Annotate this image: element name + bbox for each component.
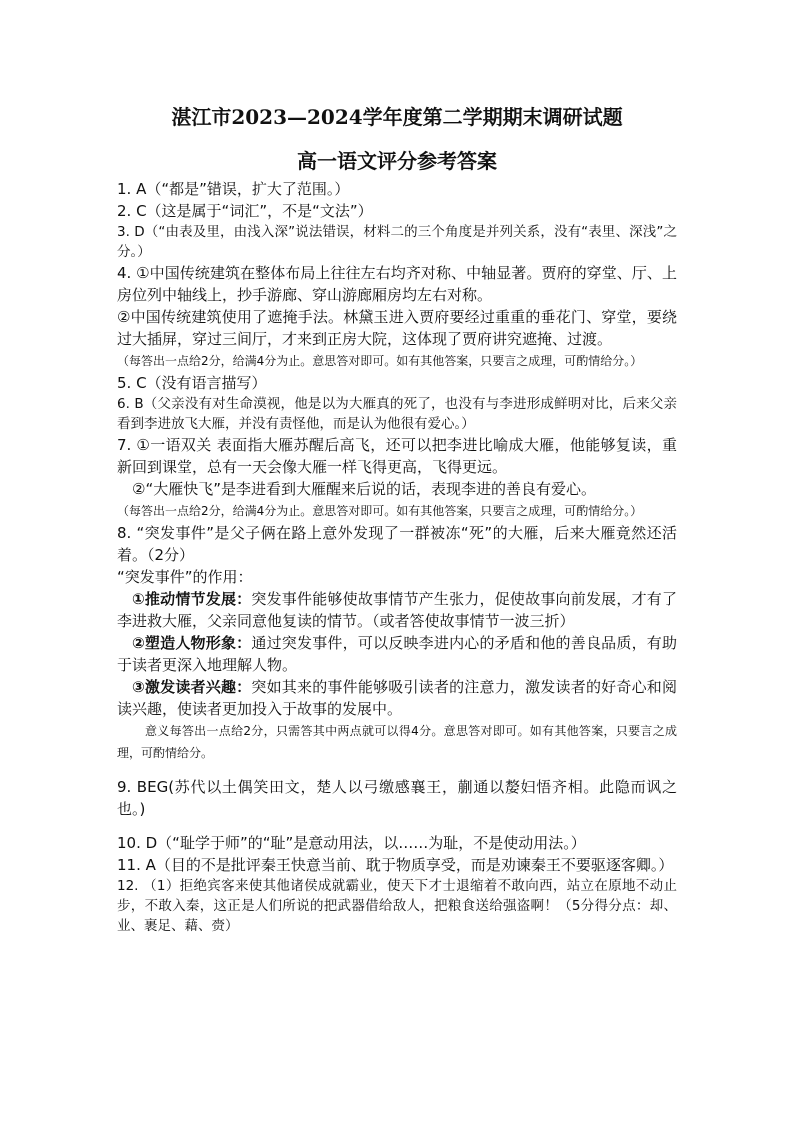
answer-1: 1. A（“都是”错误，扩大了范围。） bbox=[117, 180, 350, 198]
answer-8-item-1-heading: ①推动情节发展： bbox=[132, 590, 252, 608]
answer-10: 10. D（“耻学于师”的“耻”是意动用法，以……为耻，不是使动用法。） bbox=[117, 834, 586, 852]
answer-8-function-heading: “突发事件”的作用： bbox=[117, 568, 253, 586]
answer-8-item-1 bbox=[117, 588, 677, 632]
answer-7-scoring-note: （每答出一点给2分，给满4分为止。意思答对即可。如有其他答案，只要言之成理，可酌情给分。） bbox=[117, 504, 643, 518]
answer-8-item-2 bbox=[117, 632, 677, 676]
answer-8-item-3-body: 突如其来的事件能够吸引读者的注意力，激发读者的好奇心和阅读兴趣，使读者更加投入于故事的发展中。 bbox=[117, 678, 677, 718]
answer-4-scoring-note: （每答出一点给2分，给满4分为止。意思答对即可。如有其他答案，只要言之成理，可酌情给分。） bbox=[117, 354, 643, 368]
answer-4-point-2: ②中国传统建筑使用了遮掩手法。林黛玉进入贾府要经过重重的垂花门、穿堂，要绕过大插屏，穿过三间厅，才来到正房大院，这体现了贾府讲究遮掩、过渡。 bbox=[117, 308, 677, 348]
answer-list bbox=[117, 178, 677, 936]
document-title: 湛江市2023—2024学年度第二学期期末调研试题 bbox=[171, 105, 623, 129]
answer-5: 5. C（没有语言描写） bbox=[117, 374, 267, 392]
answer-8-item-3-heading: ③激发读者兴趣： bbox=[132, 678, 252, 696]
answer-7-point-1: 7. ①一语双关 表面指大雁苏醒后高飞，还可以把李进比喻成大雁，他能够复读，重新回到课堂，总有一天会像大雁一样飞得更高，飞得更远。 bbox=[117, 436, 677, 476]
answer-8-item-3 bbox=[117, 676, 677, 720]
answer-7-point-2: ②“大雁快飞”是李进看到大雁醒来后说的话，表现李进的善良有爱心。 bbox=[132, 480, 596, 498]
answer-12: 12. （1）拒绝宾客来使其他诸侯成就霸业，使天下才士退缩着不敢向西，站立在原地不动止步，不敢入秦，这正是人们所说的把武器借给敌人，把粮食送给强盗啊！（5分得分点：却、业、裹足、藉、赍） bbox=[117, 878, 677, 934]
answer-11: 11. A（目的不是批评秦王快意当前、耽于物质享受，而是劝谏秦王不要驱逐客卿。） bbox=[117, 856, 674, 874]
answer-9: 9. BEG(苏代以土偶笑田文，楚人以弓缴感襄王，蒯通以嫠妇悟齐相。此隐而讽之也。) bbox=[117, 778, 677, 818]
answer-8-item-2-body: 通过突发事件，可以反映李进内心的矛盾和他的善良品质，有助于读者更深入地理解人物。 bbox=[117, 634, 677, 674]
answer-8-event: 8. “突发事件”是父子俩在路上意外发现了一群被冻“死”的大雁，后来大雁竟然还活着。（2分） bbox=[117, 524, 677, 564]
answer-8-scoring-note: 意义每答出一点给2分，只需答其中两点就可以得4分。意思答对即可。如有其他答案，只要言之成理，可酌情给分。 bbox=[117, 724, 677, 760]
answer-4-point-1: 4. ①中国传统建筑在整体布局上往往左右均齐对称、中轴显著。贾府的穿堂、厅、上房位列中轴线上，抄手游廊、穿山游廊厢房均左右对称。 bbox=[117, 264, 677, 304]
answer-8-item-1-body: 突发事件能够使故事情节产生张力，促使故事向前发展，才有了李进救大雁，父亲同意他复读的情节。（或者答使故事情节一波三折） bbox=[117, 590, 677, 630]
answer-6: 6. B（父亲没有对生命漠视，他是以为大雁真的死了，也没有与李进形成鲜明对比，后来父亲看到李进放飞大雁，并没有责怪他，而是认为他很有爱心。） bbox=[117, 396, 677, 432]
answer-2: 2. C（这是属于“词汇”，不是“文法”） bbox=[117, 202, 373, 220]
answer-3: 3. D（“由表及里，由浅入深”说法错误，材料二的三个角度是并列关系，没有“表里、深浅”之分。） bbox=[117, 224, 677, 260]
answer-8-item-2-heading: ②塑造人物形象： bbox=[132, 634, 252, 652]
document-subtitle: 高一语文评分参考答案 bbox=[297, 149, 497, 173]
